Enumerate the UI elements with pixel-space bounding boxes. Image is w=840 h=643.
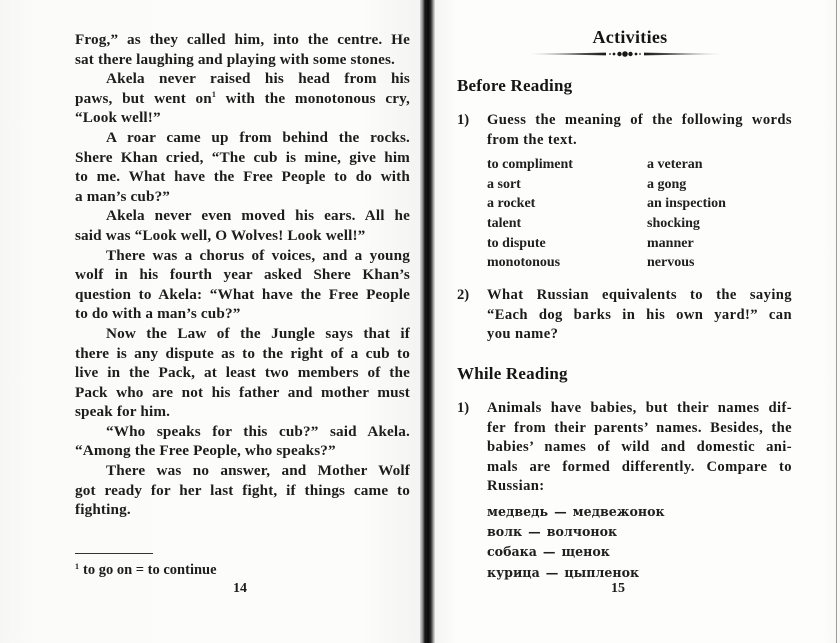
- text-segment: paws, but went on: [75, 89, 212, 107]
- question-line: “Each dog barks in his own yard!” can: [487, 306, 792, 323]
- while-reading-question-1: [457, 399, 792, 497]
- text-line: “Among the Free People, who speaks?”: [75, 442, 336, 460]
- text-line: question to Akela: “What have the Free People: [75, 285, 410, 303]
- text-line: said was “Look well, O Wolves! Look well!”: [75, 226, 366, 244]
- vocabulary-word: manner: [647, 235, 694, 251]
- vocabulary-row: [487, 175, 787, 195]
- page-number-left: 14: [233, 581, 247, 596]
- russian-pair: [487, 502, 747, 522]
- decorative-divider-icon: [530, 48, 720, 60]
- text-line: There was no answer, and Mother Wolf: [106, 462, 410, 480]
- question-number: 1): [457, 400, 470, 416]
- text-line: speak for him.: [75, 403, 171, 421]
- text-line: fighting.: [75, 501, 131, 519]
- question-line: Animals have babies, but their names dif-: [487, 400, 792, 416]
- question-line: mals are formed differently. Compare to: [487, 458, 792, 475]
- dash: —: [545, 564, 559, 580]
- vocabulary-word: to dispute: [487, 235, 546, 251]
- story-text: [75, 30, 410, 520]
- baby-animal-word: медвежонок: [572, 504, 665, 519]
- question-number: 2): [457, 287, 470, 303]
- vocabulary-word: to compliment: [487, 157, 573, 172]
- dash: —: [528, 524, 541, 540]
- baby-animal-word: волчонок: [546, 524, 618, 540]
- footnote-reference: 1: [211, 89, 217, 99]
- text-line: “Look well!”: [75, 109, 161, 127]
- vocabulary-word: a sort: [487, 176, 521, 192]
- text-line: to do with a man’s cub?”: [75, 305, 241, 323]
- text-line: to me. What have the Free People to do with: [75, 168, 410, 186]
- page-edge: [836, 0, 837, 643]
- question-line: Guess the meaning of the following words: [487, 112, 792, 128]
- vocabulary-word: talent: [487, 216, 522, 232]
- book-spine: [420, 0, 435, 643]
- footnote-rule: [75, 553, 153, 554]
- text-line: A roar came up from behind the rocks.: [106, 128, 410, 146]
- russian-pair: [487, 542, 747, 562]
- text-line: Akela never even moved his ears. All he: [106, 207, 410, 225]
- dash: —: [542, 544, 556, 560]
- adult-animal-word: волк: [487, 524, 523, 540]
- text-segment: with the monotonous cry,: [216, 89, 410, 107]
- text-line: “Who speaks for this cub?” said Akela.: [106, 422, 410, 440]
- vocabulary-word: an inspection: [647, 196, 726, 212]
- dash: —: [554, 504, 567, 519]
- question-number: 1): [457, 112, 470, 128]
- text-line: sat there laughing and playing with some stones.: [75, 50, 395, 68]
- text-line: there is any dispute as to the right of a cub to: [75, 344, 410, 362]
- vocabulary-word: nervous: [647, 255, 695, 271]
- before-reading-question-2: [457, 286, 792, 345]
- question-line: from the text.: [487, 131, 578, 148]
- question-line: What Russian equivalents to the saying: [487, 287, 792, 303]
- text-line: a man’s cub?”: [75, 187, 171, 205]
- text-line: wolf in his fourth year asked Shere Khan’s: [75, 266, 410, 284]
- question-line: you name?: [487, 326, 559, 343]
- baby-animal-word: цыпленок: [564, 564, 640, 580]
- section-heading-while-reading: While Reading: [457, 364, 568, 383]
- text-line: There was a chorus of voices, and a young: [106, 246, 410, 264]
- vocabulary-word: monotonous: [487, 255, 561, 271]
- vocabulary-word: shocking: [647, 216, 700, 232]
- baby-animal-word: щенок: [561, 544, 610, 560]
- text-line: Now the Law of the Jungle says that if: [106, 324, 410, 342]
- footnote-text: to go on = to continue: [83, 562, 217, 578]
- vocabulary-row: [487, 234, 787, 254]
- question-line: Russian:: [487, 478, 545, 495]
- vocabulary-row: [487, 253, 787, 273]
- page-title: Activities: [592, 27, 668, 47]
- text-line: Akela never raised his head from his: [106, 70, 410, 88]
- text-line: Shere Khan cried, “The cub is mine, give him: [75, 148, 410, 166]
- text-line: Pack who are not his father and mother must: [75, 383, 410, 401]
- footnote-mark: 1: [75, 562, 79, 571]
- vocabulary-row: [487, 194, 787, 214]
- russian-pair: [487, 522, 747, 542]
- text-line: got ready for her last fight, if things came to: [75, 481, 410, 499]
- section-heading-before-reading: Before Reading: [457, 76, 573, 95]
- russian-pair: [487, 563, 747, 583]
- question-line: fer from their parents’ names. Besides, the: [487, 419, 792, 436]
- russian-word-pairs: [487, 502, 747, 583]
- text-line: Frog,” as they called him, into the centre. He: [75, 31, 410, 48]
- page-number-right: 15: [611, 581, 625, 596]
- vocabulary-row: [487, 155, 787, 175]
- vocabulary-list: [487, 155, 787, 273]
- adult-animal-word: собака: [487, 544, 537, 560]
- adult-animal-word: медведь: [487, 504, 549, 519]
- vocabulary-word: a rocket: [487, 196, 536, 212]
- adult-animal-word: курица: [487, 564, 540, 580]
- vocabulary-row: [487, 214, 787, 234]
- vocabulary-word: a gong: [647, 176, 687, 192]
- question-line: babies’ names of wild and domestic ani-: [487, 439, 792, 456]
- footnote: [75, 562, 217, 579]
- before-reading-question-1: [457, 111, 792, 150]
- vocabulary-word: a veteran: [647, 157, 703, 172]
- text-line: [75, 89, 410, 109]
- text-line: live in the Pack, at least two members of the: [75, 364, 410, 382]
